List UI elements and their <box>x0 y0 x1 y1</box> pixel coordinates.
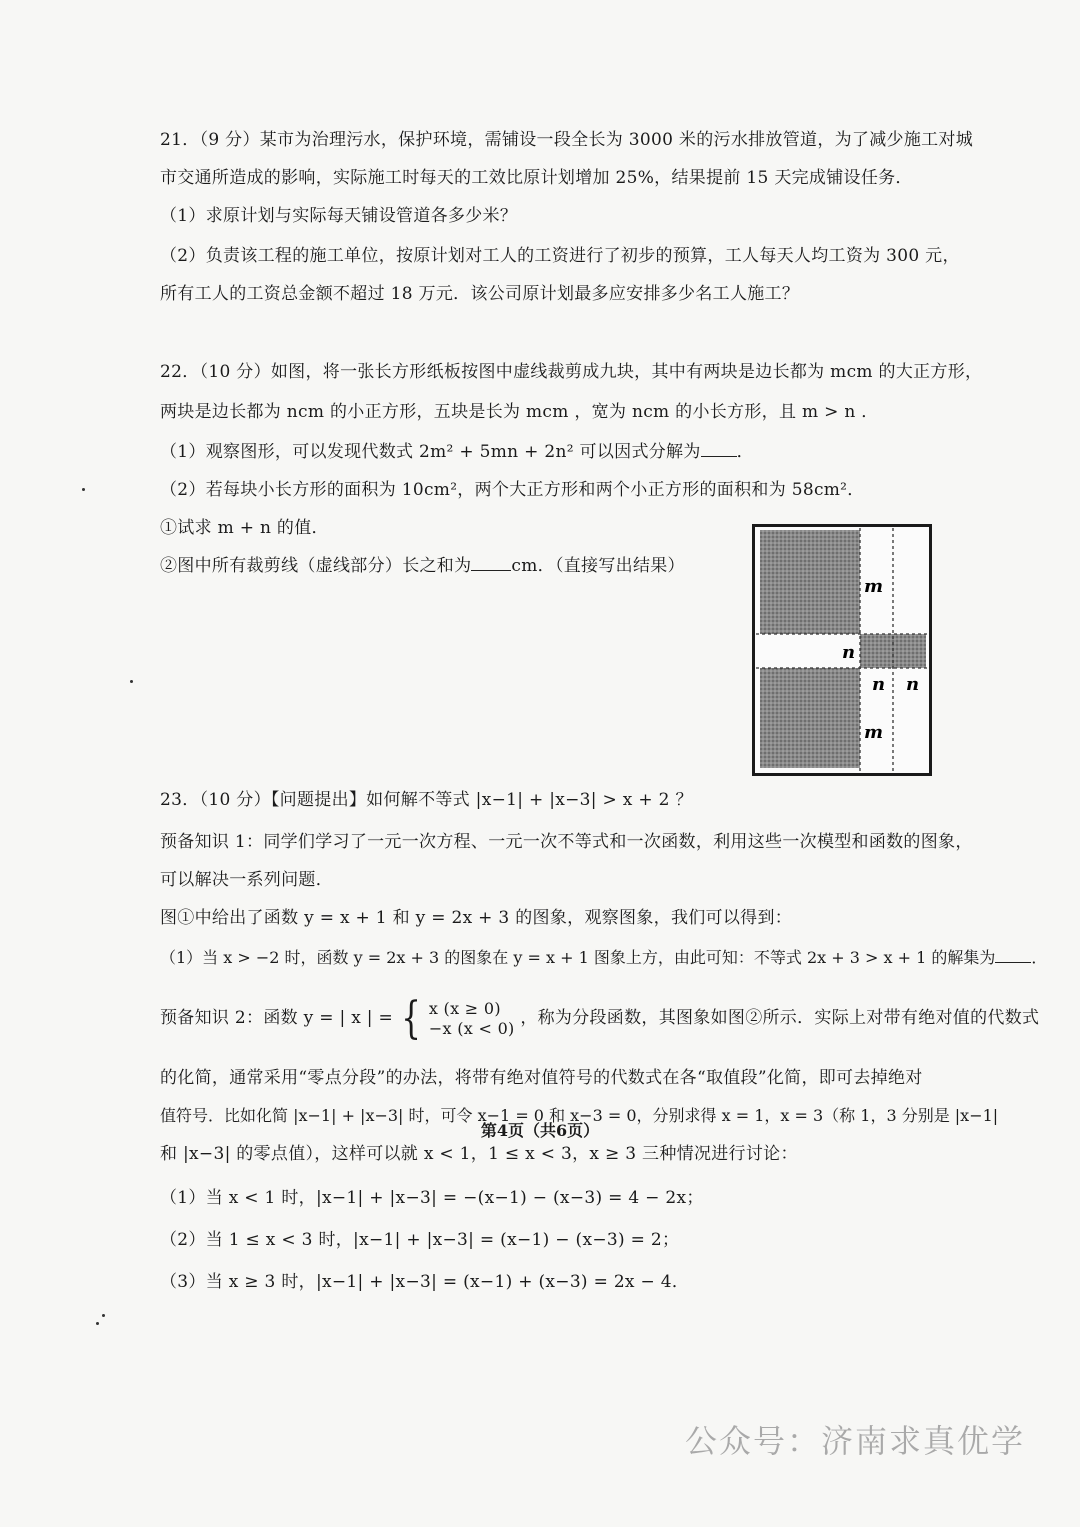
label-n-left: n <box>872 674 886 695</box>
q23-case-3: （3）当 x ≥ 3 时，|x−1| + |x−3| = (x−1) + (x−3) = 2x − 4． <box>160 1272 690 1292</box>
q23-pre2-suffix: ，称为分段函数，其图象如图②所示．实际上对带有绝对值的代数式 <box>520 1008 1040 1028</box>
q23-pre1-line-2: 可以解决一系列问题． <box>160 870 333 890</box>
answer-blank[interactable] <box>995 946 1031 963</box>
page-footer: 第4页（共6页） <box>480 1121 600 1140</box>
label-m-top: m <box>864 576 884 597</box>
answer-blank[interactable] <box>701 440 737 457</box>
q21-line-1: 21．（9 分）某市为治理污水，保护环境，需铺设一段全长为 3000 米的污水排放管道，为了减少施工对城 <box>160 130 974 150</box>
q22-part-2-end: cm．（直接写出结果） <box>511 556 685 576</box>
q22-line-1: 22．（10 分）如图，将一张长方形纸板按图中虚线裁剪成九块，其中有两块是边长都为 mcm 的大正方形， <box>160 362 983 382</box>
label-m-bottom: m <box>864 722 884 743</box>
q23-line-1: 23．（10 分）【问题提出】如何解不等式 |x−1| + |x−3| > x + 2 ？ <box>160 790 693 810</box>
q21-sub-2-line-1: （2）负责该工程的施工单位，按原计划对工人的工资进行了初步的预算，工人每天人均工资为 300 元， <box>160 246 960 266</box>
label-n-mid: n <box>842 642 856 663</box>
q22-part-2-text: ②图中所有裁剪线（虚线部分）长之和为 <box>160 556 472 576</box>
scan-speck <box>82 488 85 491</box>
q22-sub-2: （2）若每块小长方形的面积为 10cm²，两个大正方形和两个小正方形的面积和为 58cm²． <box>160 480 865 500</box>
answer-blank[interactable] <box>471 554 511 571</box>
q22-part-1: ①试求 m + n 的值． <box>160 518 329 538</box>
q23-sub-1-end: ． <box>1031 948 1048 967</box>
q21-line-2: 市交通所造成的影响，实际施工时每天的工效比原计划增加 25%，结果提前 15 天完成铺设任务． <box>160 168 913 188</box>
watermark: 公众号：济南求真优学 <box>684 1422 1025 1460</box>
q23-pre2-prefix: 预备知识 2：函数 y = | x | = <box>160 1008 394 1028</box>
scan-speck <box>96 1322 99 1325</box>
q23-case-1: （1）当 x < 1 时，|x−1| + |x−3| = −(x−1) − (x−3) = 4 − 2x； <box>160 1188 704 1208</box>
q22-sub-1 <box>160 440 754 464</box>
q23-sub-1 <box>160 946 1047 970</box>
q23-para-line-1: 的化简，通常采用“零点分段”的办法，将带有绝对值符号的代数式在各“取值段”化简，即可去掉绝对 <box>160 1068 923 1088</box>
q23-para-line-2: 值符号．比如化简 |x−1| + |x−3| 时，可令 x−1 = 0 和 x−3 = 0，分别求得 x = 1，x = 3（称 1，3 分别是 |x−1| <box>160 1106 999 1125</box>
q23-sub-1-text: （1）当 x > −2 时，函数 y = 2x + 3 的图象在 y = x + 1 图象上方，由此可知：不等式 2x + 3 > x + 1 的解集为 <box>160 948 996 967</box>
scan-speck <box>102 1314 105 1317</box>
q23-pre1-line-1: 预备知识 1：同学们学习了一元一次方程、一元一次不等式和一次函数，利用这些一次模型和函数的图象， <box>160 832 973 852</box>
piecewise-cases <box>429 999 515 1039</box>
q22-sub-1-text: （1）观察图形，可以发现代数式 2m² + 5mn + 2n² 可以因式分解为 <box>160 442 701 462</box>
piecewise-case-2: −x (x < 0) <box>428 1018 515 1038</box>
q22-sub-1-end: ． <box>736 442 754 462</box>
q22-part-2 <box>160 554 685 578</box>
q23-fig1-line: 图①中给出了函数 y = x + 1 和 y = 2x + 3 的图象，观察图象，我们可以得到： <box>160 908 793 928</box>
q23-para-line-3: 和 |x−3| 的零点值），这样可以就 x < 1，1 ≤ x < 3，x ≥ 3 三种情况进行讨论： <box>160 1144 798 1164</box>
q21-sub-2-line-2: 所有工人的工资总金额不超过 18 万元．该公司原计划最多应安排多少名工人施工？ <box>160 284 800 304</box>
q23-case-2: （2）当 1 ≤ x < 3 时，|x−1| + |x−3| = (x−1) − (x−3) = 2； <box>160 1230 680 1250</box>
scan-speck <box>130 680 133 683</box>
large-square-bottom <box>760 668 860 768</box>
cut-paper-figure <box>752 524 932 776</box>
q21-sub-1: （1）求原计划与实际每天铺设管道各多少米？ <box>160 206 518 226</box>
large-square-top <box>760 530 860 634</box>
label-n-right: n <box>906 674 920 695</box>
brace-symbol: { <box>401 992 421 1044</box>
q22-line-2: 两块是边长都为 ncm 的小正方形，五块是长为 mcm ，宽为 ncm 的小长方形，且 m > n ． <box>160 402 879 422</box>
q23-pre2 <box>160 992 1040 1044</box>
piecewise-case-1: x (x ≥ 0) <box>428 998 501 1018</box>
